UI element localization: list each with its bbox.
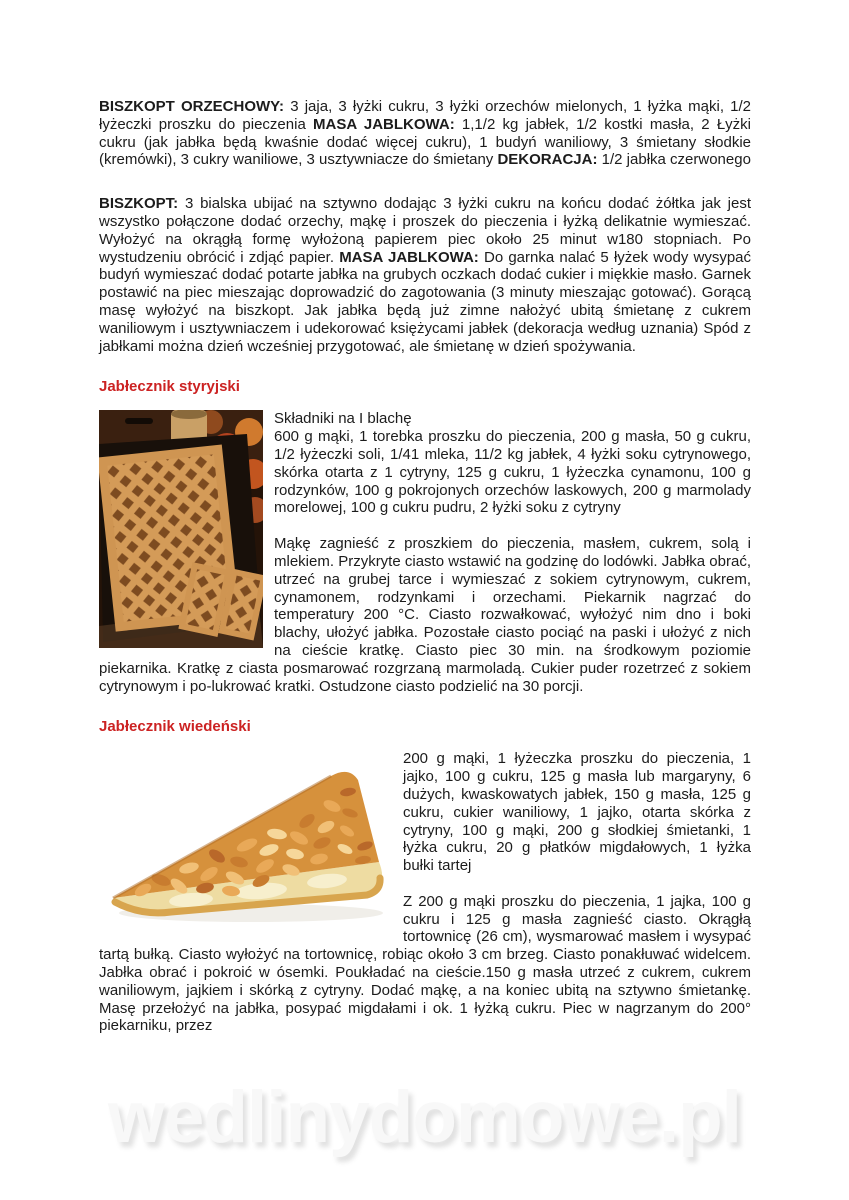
- viennese-cake-photo: [99, 750, 394, 930]
- intro-directions-paragraph: BISZKOPT: 3 bialska ubijać na sztywno dodając 3 łyżki cukru na końcu dodać żółtka jak jest wszystko połączone dodać orzechy, mąkę i proszek do pieczenia i łyżką delikatnie wymieszać. Wyłożyć na okrągłą formę wyłożoną papierem piec około 25 minut w180 stopniach. Po wystudzeniu obrócić i zdjąć papier. MASA JABLKOWA: Do garnka nalać 5 łyżek wody wysypać budyń wymieszać dodać potarte jabłka na grubych oczkach dodać cukier i miękkie masło. Garnek postawić na piec mieszając doprowadzić do zagotowania (3 minuty mieszając gotować). Gorącą masę wyłożyć na biszkopt. Jak jabłka będą już zimne nałożyć ubitą śmietanę z cukrem waniliowym i usztywniaczem i udekorować księżycami jabłek (dekoracja według uznania) Spód z jabłkami można dzień wcześniej przygotować, ale śmietanę w dzień spożywania.: [99, 195, 752, 355]
- viennese-recipe-heading: Jabłecznik wiedeński: [99, 718, 251, 736]
- styrian-servings-line: Składniki na I blachę: [274, 410, 412, 428]
- viennese-recipe-section: [99, 750, 751, 1035]
- styrian-recipe-heading: Jabłecznik styryjski: [99, 378, 240, 396]
- watermark: wedlinydomowe.pl: [108, 1077, 741, 1158]
- document-content: [99, 98, 751, 1035]
- styrian-cake-photo: [99, 410, 263, 648]
- viennese-directions-paragraph: Z 200 g mąki proszku do pieczenia, 1 jajka, 100 g cukru i 125 g masła zagnieść ciasto. Okrągłą tortownicę (26 cm), wysmarować masłem i wysypać tartą bułką. Ciasto wyłożyć na tortownicę, robiąc około 3 cm brzeg. Ciasto ponakłuwać widelcem. Jabłka obrać i pokroić w ósemki. Poukładać na cieście.150 g masła utrzeć z cukrem, cukrem waniliowym, jajkiem i skórką z cytryny. Dodać mąkę, a na koniec ubitą na sztywno śmietankę. Masę przełożyć na jabłka, posypać migdałami i ok. 1 łyżką cukru. Piec w nagrzanym do 200° piekarniku, przez: [99, 892, 751, 1035]
- styrian-ingredients-paragraph: 600 g mąki, 1 torebka proszku do pieczenia, 200 g masła, 50 g cukru, 1/2 łyżeczki soli, 1/41 mleka, 11/2 kg jabłek, 4 łyżki soku cytrynowego, skórka otarta z 1 cytryny, 125 g cukru, 1 łyżeczka cynamonu, 100 g rodzynków, 100 g pokrojonych orzechów laskowych, 200 g marmolady morelowej, 100 g cukru pudru, 2 łyżki soku z cytryny: [274, 428, 751, 517]
- intro-ingredients-paragraph: BISZKOPT ORZECHOWY: 3 jaja, 3 łyżki cukru, 3 łyżki orzechów mielonych, 1 łyżka mąki, 1/2 łyżeczki proszku do pieczenia MASA JABLKOWA: 1,1/2 kg jabłek, 1/2 kostki masła, 2 Łyżki cukru (jak jabłka będą kwaśnie dodać więcej cukru), 1 budyń waniliowy, 3 śmietany słodkie (kremówki), 3 cukry waniliowe, 3 usztywniacze do śmietany DEKORACJA: 1/2 jabłka czerwonego: [99, 98, 752, 169]
- styrian-recipe-section: [99, 410, 751, 695]
- styrian-directions-paragraph: Mąkę zagnieść z proszkiem do pieczenia, masłem, cukrem, solą i mlekiem. Przykryte ciasto wstawić na godzinę do lodówki. Jabłka obrać, utrzeć na grubej tarce i wymieszać z sokiem cytrynowym, cukrem, cynamonem, rodzynkami i orzechami. Piekarnik nagrzać do temperatury 200 °C. Ciasto rozwałkować, wyłożyć nim dno i boki blachy, ułożyć jabłka. Pozostałe ciasto pociąć na paski i ułożyć z nich na cieście kratkę. Ciasto piec 30 min. na środkowym poziomie piekarnika. Kratkę z ciasta posmarować rozgrzaną marmoladą. Cukier puder rozetrzeć z sokiem cytrynowym i po-lukrować kratki. Ostudzone ciasto podzielić na 30 porcji.: [99, 535, 751, 695]
- viennese-ingredients-paragraph: 200 g mąki, 1 łyżeczka proszku do pieczenia, 1 jajko, 100 g cukru, 125 g masła lub margaryny, 6 dużych, kwaskowatych jabłek, 150 g masła, 125 g cukru, cukier waniliowy, 1 jajko, otarta skórka z cytryny, 100 g mąki, 200 g słodkiej śmietanki, 1 łyżka cukru, 20 g płatków migdałowych, 1 łyżka bułki tartej: [403, 750, 751, 875]
